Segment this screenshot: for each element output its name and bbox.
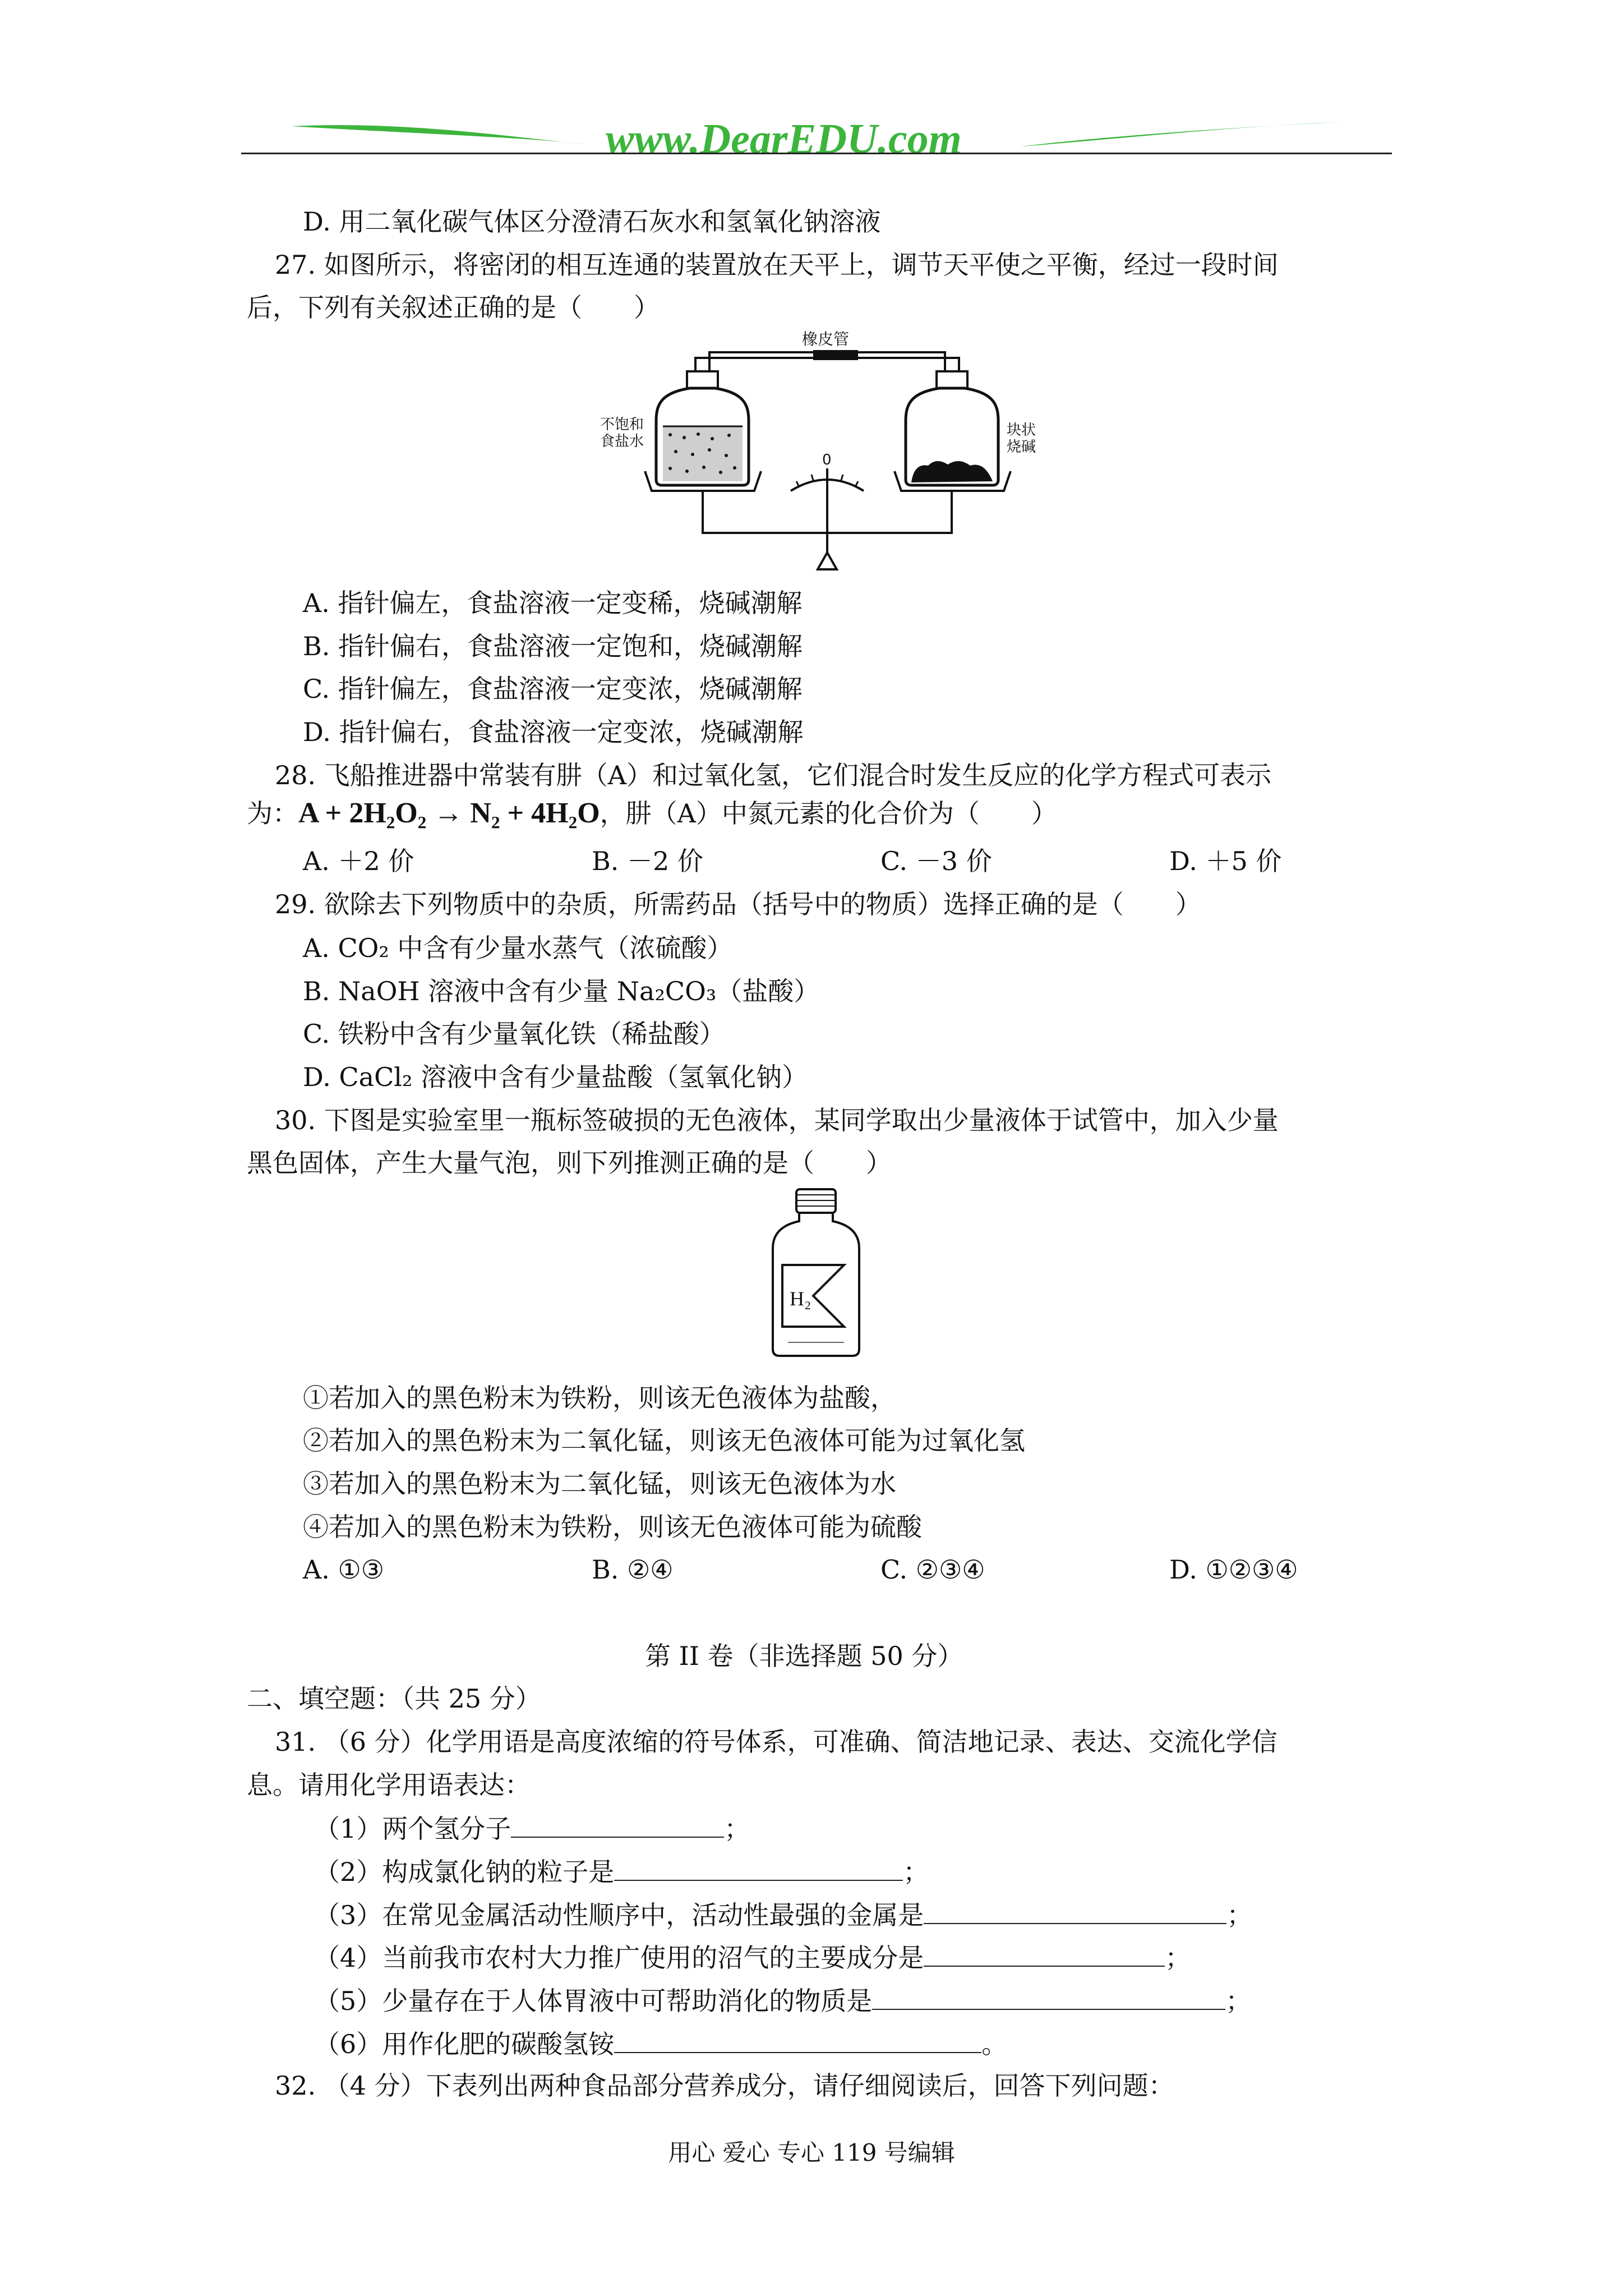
bottle-label-text: H₂ — [790, 1287, 811, 1310]
q27-option-d: D. 指针偏右，食盐溶液一定变浓，烧碱潮解 — [303, 717, 804, 747]
answer-blank-6[interactable] — [614, 2026, 981, 2053]
left-label-1: 不饱和 — [600, 416, 644, 433]
right-bottle — [906, 371, 998, 485]
tube-label: 橡皮管 — [802, 331, 850, 348]
left-bottle — [656, 371, 749, 485]
header-rule — [241, 153, 1392, 154]
q30-option-d: D. ①②③④ — [1169, 1554, 1298, 1585]
q28-option-b: B. －2 价 — [592, 846, 703, 876]
q28-option-d: D. ＋5 价 — [1169, 846, 1282, 876]
q30-statement-2: ②若加入的黑色粉末为二氧化锰，则该无色液体可能为过氧化氢 — [303, 1425, 1025, 1456]
torn-label-bottle-figure — [768, 1186, 864, 1360]
q28-equation: A + 2H₂O₂ → N₂ + 4H₂O — [298, 797, 600, 829]
q29-option-d: D. CaCl₂ 溶液中含有少量盐酸（氢氧化钠） — [303, 1062, 808, 1092]
answer-blank-1[interactable] — [511, 1811, 724, 1838]
q29-option-c: C. 铁粉中含有少量氧化铁（稀盐酸） — [303, 1019, 725, 1049]
scale-zero: 0 — [822, 452, 832, 468]
right-label-2: 烧碱 — [1007, 439, 1036, 455]
answer-blank-2[interactable] — [614, 1854, 903, 1881]
answer-blank-3[interactable] — [924, 1897, 1227, 1924]
answer-blank-5[interactable] — [872, 1983, 1225, 2010]
q30-statement-4: ④若加入的黑色粉末为铁粉，则该无色液体可能为硫酸 — [303, 1512, 922, 1542]
q30-option-a: A. ①③ — [303, 1554, 384, 1585]
q31-item-3: （3）在常见金属活动性顺序中，活动性最强的金属是 ； — [314, 1897, 1252, 1932]
q26-option-d: D. 用二氧化碳气体区分澄清石灰水和氢氧化钠溶液 — [303, 206, 881, 237]
q27-stem-2: 后，下列有关叙述正确的是（ ） — [247, 292, 660, 323]
q30-stem-2: 黑色固体，产生大量气泡，则下列推测正确的是（ ） — [247, 1148, 892, 1178]
balance-apparatus-figure — [600, 331, 1038, 572]
q27-stem-1: 27. 如图所示，将密闭的相互连通的装置放在天平上，调节天平使之平衡，经过一段时间 — [275, 250, 1279, 280]
q30-stem-1: 30. 下图是实验室里一瓶标签破损的无色液体，某同学取出少量液体于试管中，加入少量 — [275, 1105, 1279, 1135]
q30-statement-3: ③若加入的黑色粉末为二氧化锰，则该无色液体为水 — [303, 1469, 896, 1499]
part-two-heading: 第 II 卷（非选择题 50 分） — [645, 1641, 963, 1671]
answer-blank-4[interactable] — [924, 1940, 1165, 1967]
scale-fulcrum — [818, 553, 837, 569]
page-footer: 用心 爱心 专心 119 号编辑 — [668, 2139, 955, 2166]
header-logo — [292, 109, 1346, 165]
q28-stem-2 — [247, 797, 1057, 830]
q28-option-a: A. ＋2 价 — [303, 846, 414, 876]
q28-stem-1: 28. 飞船推进器中常装有肼（A）和过氧化氢，它们混合时发生反应的化学方程式可表示 — [275, 760, 1271, 790]
q28-option-c: C. －3 价 — [880, 846, 992, 876]
right-label-1: 块状 — [1007, 422, 1036, 439]
q31-item-2: （2）构成氯化钠的粒子是 ； — [314, 1854, 929, 1889]
q30-statement-1: ①若加入的黑色粉末为铁粉，则该无色液体为盐酸， — [303, 1383, 896, 1413]
q29-option-b: B. NaOH 溶液中含有少量 Na₂CO₃（盐酸） — [303, 976, 820, 1006]
logo-left-swoosh — [292, 125, 583, 144]
q27-option-a: A. 指针偏左，食盐溶液一定变稀，烧碱潮解 — [303, 588, 803, 618]
q31-item-5: （5）少量存在于人体胃液中可帮助消化的物质是 ； — [314, 1983, 1251, 2018]
q31-stem-1: 31. （6 分）化学用语是高度浓缩的符号体系，可准确、简洁地记录、表达、交流化学信 — [275, 1727, 1278, 1757]
site-logo-text: www.DearEDU.com — [606, 116, 962, 163]
q30-option-b: B. ②④ — [592, 1554, 674, 1585]
q28-suffix: ，肼（A）中氮元素的化合价为（ ） — [600, 798, 1057, 829]
left-label-2: 食盐水 — [600, 433, 644, 450]
logo-right-swoosh — [1021, 122, 1346, 146]
q30-option-c: C. ②③④ — [880, 1554, 985, 1585]
q31-item-4: （4）当前我市农村大力推广使用的沼气的主要成分是 ； — [314, 1940, 1191, 1975]
q29-stem: 29. 欲除去下列物质中的杂质，所需药品（括号中的物质）选择正确的是（ ） — [275, 889, 1201, 919]
q27-option-c: C. 指针偏左，食盐溶液一定变浓，烧碱潮解 — [303, 674, 803, 704]
q32-stem: 32. （4 分）下表列出两种食品部分营养成分，请仔细阅读后，回答下列问题： — [275, 2070, 1174, 2101]
q31-stem-2: 息。请用化学用语表达： — [247, 1770, 531, 1800]
q27-option-b: B. 指针偏右，食盐溶液一定饱和，烧碱潮解 — [303, 631, 803, 661]
q31-item-1: （1）两个氢分子 ； — [314, 1811, 750, 1846]
q28-prefix: 为： — [247, 798, 298, 829]
q29-option-a: A. CO₂ 中含有少量水蒸气（浓硫酸） — [303, 933, 733, 963]
q31-item-6: （6）用作化肥的碳酸氢铵 。 — [314, 2026, 1007, 2061]
section-two-heading: 二、填空题：（共 25 分） — [247, 1683, 541, 1714]
